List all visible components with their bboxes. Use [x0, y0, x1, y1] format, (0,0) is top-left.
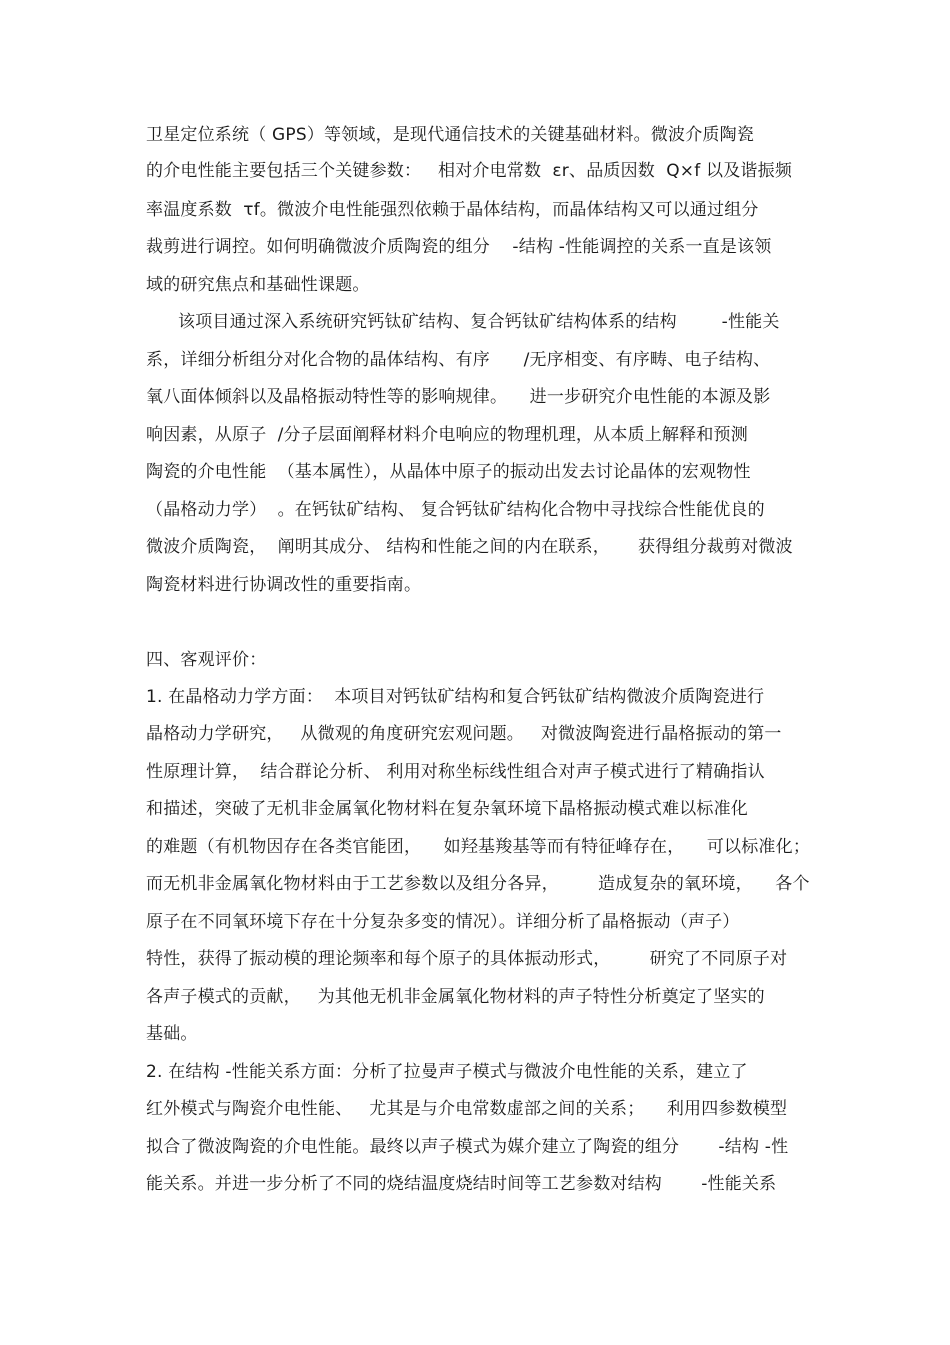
text-line: 卫星定位系统（ GPS）等领域，是现代通信技术的关键基础材料。微波介质陶瓷 [146, 125, 755, 145]
text-line: 陶瓷材料进行协调改性的重要指南。 [146, 575, 422, 595]
section-heading: 四、客观评价： [146, 650, 267, 670]
text-line: 裁剪进行调控。如何明确微波介质陶瓷的组分 -结构 -性能调控的关系一直是该领 [146, 237, 772, 257]
text-line: 的介电性能主要包括三个关键参数： 相对介电常数 εr、品质因数 Q×f 以及谐振频 [146, 161, 793, 181]
numbered-item-line: 2. 在结构 -性能关系方面：分析了拉曼声子模式与微波介电性能的关系，建立了 [146, 1062, 748, 1082]
text-line: 响因素，从原子 /分子层面阐释材料介电响应的物理机理，从本质上解释和预测 [146, 425, 748, 445]
text-line: 拟合了微波陶瓷的介电性能。最终以声子模式为媒介建立了陶瓷的组分 -结构 -性 [146, 1137, 789, 1157]
numbered-item-line: 1. 在晶格动力学方面： 本项目对钙钛矿结构和复合钙钛矿结构微波介质陶瓷进行 [146, 687, 765, 707]
paragraph-start-line: 该项目通过深入系统研究钙钛矿结构、复合钙钛矿结构体系的结构 -性能关 [178, 312, 780, 332]
text-line: 的难题（有机物因存在各类官能团， 如羟基羧基等而有特征峰存在， 可以标准化； [146, 837, 811, 857]
text-line: 域的研究焦点和基础性课题。 [146, 275, 370, 295]
text-line: 各声子模式的贡献， 为其他无机非金属氧化物材料的声子特性分析奠定了坚实的 [146, 987, 765, 1007]
text-line: 性原理计算， 结合群论分析、 利用对称坐标线性组合对声子模式进行了精确指认 [146, 762, 765, 782]
text-line: 特性，获得了振动模的理论频率和每个原子的具体振动形式， 研究了不同原子对 [146, 949, 788, 969]
text-line: 陶瓷的介电性能 （基本属性），从晶体中原子的振动出发去讨论晶体的宏观物性 [146, 462, 751, 482]
text-line: （晶格动力学） 。在钙钛矿结构、 复合钙钛矿结构化合物中寻找综合性能优良的 [146, 500, 765, 520]
text-line: 率温度系数 τf。微波介电性能强烈依赖于晶体结构，而晶体结构又可以通过组分 [146, 200, 759, 220]
text-line: 原子在不同氧环境下存在十分复杂多变的情况）。详细分析了晶格振动（声子） [146, 912, 740, 932]
text-line: 和描述，突破了无机非金属氧化物材料在复杂氧环境下晶格振动模式难以标准化 [146, 799, 748, 819]
text-line: 基础。 [146, 1024, 198, 1044]
text-line: 红外模式与陶瓷介电性能、 尤其是与介电常数虚部之间的关系； 利用四参数模型 [146, 1099, 788, 1119]
text-line: 微波介质陶瓷， 阐明其成分、 结构和性能之间的内在联系， 获得组分裁剪对微波 [146, 537, 793, 557]
text-line: 氧八面体倾斜以及晶格振动特性等的影响规律。 进一步研究介电性能的本源及影 [146, 387, 771, 407]
text-line: 而无机非金属氧化物材料由于工艺参数以及组分各异， 造成复杂的氧环境， 各个 [146, 874, 810, 894]
text-line: 系，详细分析组分对化合物的晶体结构、有序 /无序相变、有序畴、电子结构、 [146, 350, 771, 370]
text-line: 能关系。并进一步分析了不同的烧结温度烧结时间等工艺参数对结构 -性能关系 [146, 1174, 777, 1194]
text-line: 晶格动力学研究， 从微观的角度研究宏观问题。 对微波陶瓷进行晶格振动的第一 [146, 724, 782, 744]
